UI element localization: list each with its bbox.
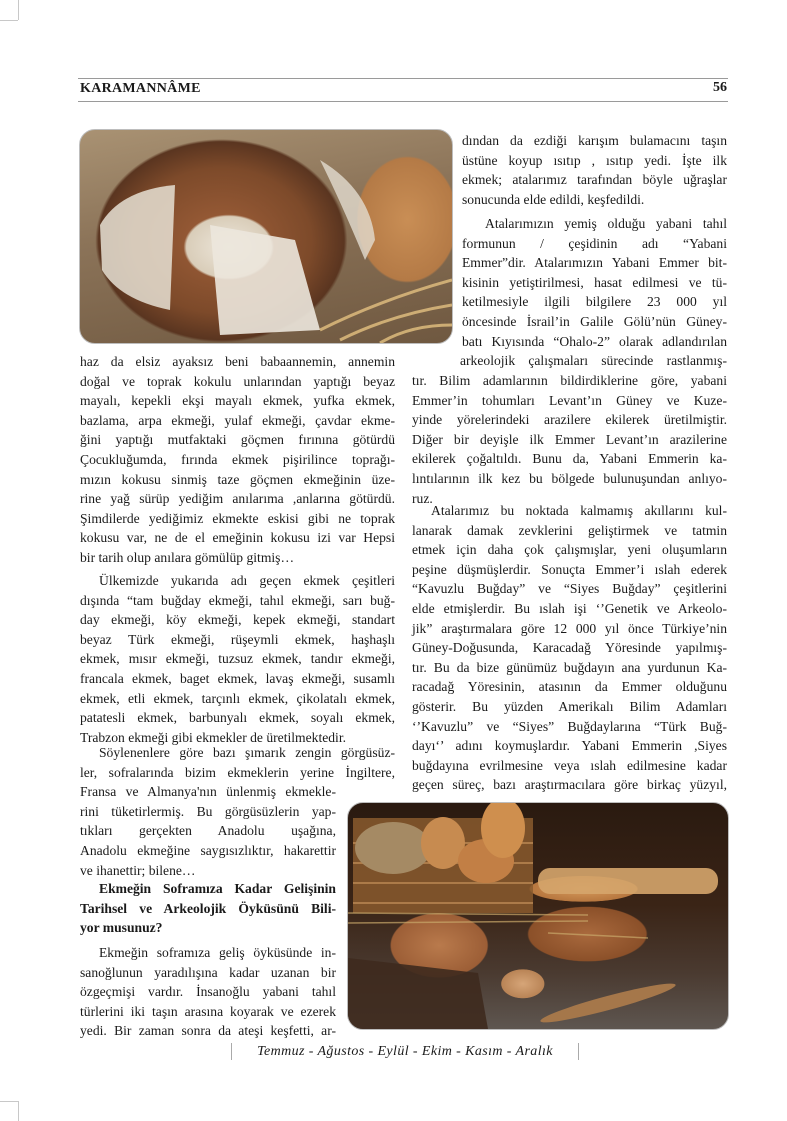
text-line: Ülkemizde yukarıda adı geçen ekmek çeşitleri (99, 573, 395, 588)
text-line: arkeolojik çalışmaları sürecinde rastlanmış- (460, 353, 727, 369)
text-line: dından da ezdiği karışım bulamacını taşın (462, 133, 727, 148)
text-line: bir tarih olup anılara gömülüp gitmiş… (80, 549, 295, 565)
text-line: patatesli ekmek, barbunyalı ekmek, soyalı ekmek, (80, 710, 395, 726)
text-line: Trabzon ekmeği gibi ekmekler de üretilmektedir. (80, 729, 347, 745)
heading-line: yor musunuz? (80, 920, 163, 936)
text-line: mızın kokusu sinmiş taze göçmen ekmeğinin üze- (80, 471, 395, 487)
issue-months: Temmuz - Ağustos - Eylül - Ekim - Kasım - Aralık (257, 1044, 553, 1059)
text-line: ketilmesiyle ilgili bilgilere 23 000 yıl (462, 294, 727, 310)
text-line: geçen süreç, bazı araştırmacılara göre birkaç yüzyıl, (412, 777, 727, 793)
bread-photo-top (79, 129, 453, 344)
text-line: özgeçmişi vardır. İnsanoğlu yabani tahıl (80, 984, 336, 1000)
text-line: kokusu var, ne de el emeğinin kokusu izi var Hepsi (80, 530, 395, 546)
text-line: ve ihanettir; bilene… (80, 862, 196, 878)
text-line: Şimdilerde yediğimiz ekmekte eskisi gibi ne toprak (80, 510, 395, 526)
text-line: Fransa ve Almanya'nın ünlenmiş ekmekle- (80, 784, 336, 800)
text-line: türlerini iki taşın arasına koyarak ve ezerek (80, 1003, 336, 1019)
text-line: rini tüketirlermiş. Bu görgüsüzlerin yap- (80, 803, 336, 819)
text-line: ekilerek çoğaltıldı. Bunu da, Yabani Emmerin ka- (412, 451, 727, 467)
text-line: bazlama, arpa ekmeği, yulaf ekmeği, çavdar ekme- (80, 412, 395, 428)
text-line: Güney-Doğusunda, Karacadağ Yöresinde yapılmış- (412, 640, 727, 656)
text-line: dışında “tam buğday ekmeği, tahıl ekmeği, sarı buğ- (80, 592, 395, 608)
text-line: tıkları gerçekten Anadolu uşağına, (80, 823, 336, 839)
text-line: racadağ Yöresinin, atasının da Emmer olduğunu (412, 679, 727, 695)
text-line: ekmek, etli ekmek, tarçınlı ekmek, çikolatalı ekmek, (80, 690, 395, 706)
text-line: sanoğlunun yaradılışına kadar uzanan bir (80, 964, 336, 980)
magazine-title: KARAMANNÂME (80, 81, 201, 96)
text-line: tır. Bilim adamlarının bildirdiklerine göre, yabani (412, 373, 727, 388)
crop-mark (0, 20, 18, 21)
bread-photo-bottom (347, 802, 729, 1030)
text-line: doğal ve toprak kokulu unlarından yaptığı beyaz (80, 373, 395, 389)
text-line: Emmer”dir. Atalarımızın Yabani Emmer bit- (462, 255, 727, 271)
text-line: peşine düşmüşlerdir. Sonuçta Emmer’i ıslah ederek (412, 561, 727, 577)
text-line: “Kavuzlu Buğday” ve “Siyes Buğday” çeşitlerini (412, 581, 727, 597)
text-line: yedi. Bir zaman sonra da ateşi keşfetti, ar- (80, 1023, 336, 1039)
text-line: mayalı, kepekli ekşi mayalı ekmek, yufka ekmek, (80, 393, 395, 409)
crop-mark (18, 1101, 19, 1121)
text-line: batı Kıyısında “Ohalo-2” olarak adlandırılan (462, 333, 727, 349)
text-line: lıntılarının ilk kez bu bölgede bulunuşundan anlıyo- (412, 470, 727, 486)
text-line: buğdayına evrilmesine veya ıslah edilmesine kadar (412, 757, 727, 773)
right-paragraph-3 (412, 501, 727, 795)
text-line: ler, sofralarında bizim ekmeklerin yerine İngiltere, (80, 764, 395, 780)
text-line: lanarak damak zevklerini geliştirmek ve tatmin (412, 522, 727, 538)
text-line: yinde yörelerindeki arazilere ekilerek üretilmiştir. (412, 412, 727, 428)
footer-divider-left (231, 1043, 232, 1060)
text-line: dayı‘’ adını koymuşlardır. Yabani Emmerin ,Siyes (412, 738, 727, 754)
text-line: francala ekmek, baget ekmek, lavaş ekmeği, susamlı (80, 670, 395, 686)
text-line: beyaz Türk ekmeği, rüşeymli ekmek, haşhaşlı (80, 631, 395, 647)
text-line: Söylenenlere göre bazı şımarık zengin görgüsüz- (99, 745, 395, 760)
text-line: Diğer bir deyişle ilk Emmer Levant’ın arazilerine (412, 431, 727, 447)
heading-line: Ekmeğin Soframıza Kadar Gelişinin (99, 881, 336, 896)
text-line: tır. Bu da bize günümüz buğdayın ana yurdunun Ka- (412, 659, 727, 675)
text-line: gösterir. Bu yüzden Amerikalı Bilim Adamları (412, 698, 727, 714)
text-line: ekmek; atalarımız tarafından böyle uğraşlar (462, 172, 727, 188)
text-line: sonucunda elde edildi, keşfedildi. (462, 191, 645, 207)
text-line: ğini yaptığı mutfaktaki göçmen fırınına götürdü (80, 432, 395, 448)
text-line: elde etmişlerdir. Bu ıslah işi ‘’Genetik ve Arkeolo- (412, 600, 727, 616)
right-paragraph-2-continued (412, 371, 727, 508)
section-heading (80, 879, 336, 938)
right-paragraph-1 (462, 131, 727, 209)
text-line: Emmer’in tohumları Levant’ın Güney ve Kuze- (412, 392, 727, 408)
left-paragraph-4 (80, 943, 336, 1041)
text-line: ekmek, mısır ekmeği, tuzsuz ekmek, tandır ekmeği, (80, 651, 395, 667)
text-line: formunun / çeşidinin adı “Yabani (462, 235, 727, 251)
page-number: 56 (713, 80, 727, 95)
left-paragraph-2 (80, 571, 395, 747)
heading-line: Tarihsel ve Arkeolojik Öyküsünü Bili- (80, 900, 336, 916)
text-line: kisinin yetiştirilmesi, hasat edilmesi ve tü- (462, 274, 727, 290)
text-line: Atalarımızın yemiş olduğu yabani tahıl (485, 216, 727, 231)
text-line: Ekmeğin soframıza geliş öyküsünde in- (99, 945, 336, 960)
text-line: Çocukluğumda, fırında ekmek pişirilince toprağı- (80, 451, 395, 467)
text-line: Atalarımız bu noktada kalmamış akıllarını kul- (431, 503, 727, 518)
text-line: ruz. (412, 490, 433, 506)
right-paragraph-2 (462, 214, 727, 371)
text-line: rine yağ sürüp yediğim anılarıma ,anlarına götürdü. (80, 491, 395, 507)
text-line: üstüne koyup ısıtıp , ısıtıp yedi. İşte ilk (462, 152, 727, 168)
text-line: öncesinde İsrail’in Galile Gölü’nün Güney- (462, 313, 727, 329)
text-line: day ekmeği, köy ekmeği, kepek ekmeği, standart (80, 612, 395, 628)
left-paragraph-1 (80, 352, 395, 568)
crop-mark (0, 1101, 18, 1102)
text-line: jik” araştırmalara göre 12 000 yıl önce Türkiye’nin (412, 620, 727, 636)
text-line: Anadolu ekmeğine saygısızlıktır, hakarettir (80, 842, 336, 858)
text-line: haz da elsiz ayaksız beni babaannemin, annemin (80, 354, 395, 369)
header-rule-top (78, 78, 728, 79)
text-line: etmek için daha çok çalışmışlar, yeni oluşumların (412, 542, 727, 558)
text-line: ‘’Kavuzlu” ve “Siyes” Buğdaylarına “Türk Buğ- (412, 718, 727, 734)
header-rule-bottom (78, 101, 728, 102)
footer-divider-right (578, 1043, 579, 1060)
crop-mark (18, 0, 19, 20)
